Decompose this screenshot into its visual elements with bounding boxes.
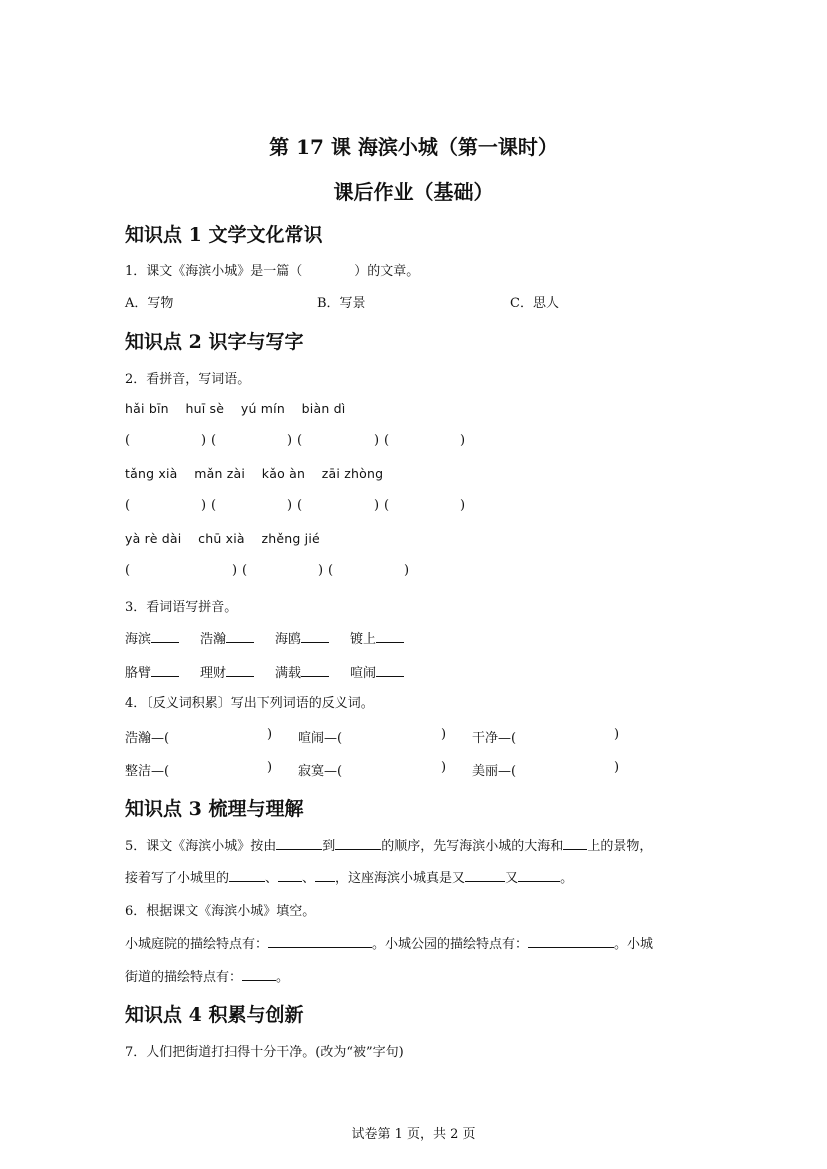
pinyin-item: zhěng jié (261, 531, 320, 546)
question-5-text: ，这座海滨小城真是又 (335, 871, 466, 886)
pinyin-row-3 (125, 531, 320, 546)
pinyin-item: biàn dì (301, 401, 346, 416)
antonym-item: 美丽—( (472, 764, 517, 779)
question-5-text: 到 (322, 839, 336, 854)
question-7: 7．人们把街道打扫得十分干净。(改为“被”字句) (125, 1045, 404, 1060)
question-1-option-b: B．写景 (317, 296, 366, 311)
question-5-line-1 (125, 835, 652, 854)
pinyin-item: chū xià (198, 531, 245, 546)
word-item: 浩瀚 (200, 632, 227, 647)
pinyin-item: yà rè dài (125, 531, 182, 546)
question-1 (125, 260, 419, 279)
question-5-text: 上的景物， (587, 839, 653, 854)
question-6-stem: 6．根据课文《海滨小城》填空。 (125, 904, 316, 919)
question-6-line-1 (125, 933, 653, 952)
pinyin-item: tǎng xià (125, 466, 178, 481)
question-2-stem: 2．看拼音，写词语。 (125, 372, 251, 387)
question-1-stem-end: ）的文章。 (354, 264, 420, 279)
section-heading-2: 知识点 2 识字与写字 (125, 331, 304, 353)
antonym-item: 整洁—( (125, 764, 170, 779)
section-heading-3: 知识点 3 梳理与理解 (125, 798, 304, 820)
question-5-line-2 (125, 867, 573, 886)
question-3-stem: 3．看词语写拼音。 (125, 600, 238, 615)
question-6-text: 小城庭院的描绘特点有： (125, 937, 269, 952)
section-heading-4: 知识点 4 积累与创新 (125, 1004, 304, 1026)
page-footer: 试卷第 1 页，共 2 页 (351, 1127, 476, 1142)
word-item: 理财 (200, 666, 227, 681)
antonym-item: 寂寞—( (298, 764, 343, 779)
pinyin-item: hǎi bīn (125, 401, 169, 416)
pinyin-row-1 (125, 401, 345, 416)
page-title: 第 17 课 海滨小城（第一课时） (269, 135, 558, 159)
word-item: 镀上 (350, 632, 377, 647)
word-item: 喧闹 (350, 666, 377, 681)
antonym-item: 浩瀚—( (125, 731, 170, 746)
question-5-text: 、 (265, 871, 279, 886)
question-4-stem: 4．〔反义词积累〕写出下列词语的反义词。 (125, 696, 374, 711)
question-5-text: 的顺序，先写海滨小城的大海和 (381, 839, 564, 854)
pinyin-item: yú mín (240, 401, 285, 416)
question-5-text: 接着写了小城里的 (125, 871, 230, 886)
antonym-item: 干净—( (472, 731, 517, 746)
question-6-text: 。小城公园的描绘特点有： (372, 937, 529, 952)
word-item: 海滨 (125, 632, 152, 647)
question-5-text: 、 (302, 871, 316, 886)
pinyin-row-2 (125, 466, 383, 481)
question-5-text: 。 (560, 871, 574, 886)
question-6-text: 街道的描绘特点有： (125, 970, 243, 985)
pinyin-item: zāi zhòng (321, 466, 384, 481)
question-1-option-c: C．思人 (510, 296, 559, 311)
question-6-text: 。小城 (614, 937, 654, 952)
antonym-item: 喧闹—( (298, 731, 343, 746)
question-5-text: 又 (505, 871, 519, 886)
question-5-text: 5．课文《海滨小城》按由 (125, 839, 277, 854)
question-1-option-a: A．写物 (125, 296, 174, 311)
word-item: 满载 (275, 666, 302, 681)
word-item: 海鸥 (275, 632, 302, 647)
word-item: 胳臂 (125, 666, 152, 681)
question-1-stem: 1．课文《海滨小城》是一篇（ (125, 264, 303, 279)
question-6-line-2 (125, 966, 289, 985)
pinyin-item: kǎo àn (261, 466, 306, 481)
pinyin-item: mǎn zài (194, 466, 246, 481)
section-heading-1: 知识点 1 文学文化常识 (125, 224, 323, 246)
page-subtitle: 课后作业（基础） (333, 180, 494, 204)
pinyin-item: huī sè (185, 401, 225, 416)
question-6-text: 。 (276, 970, 290, 985)
